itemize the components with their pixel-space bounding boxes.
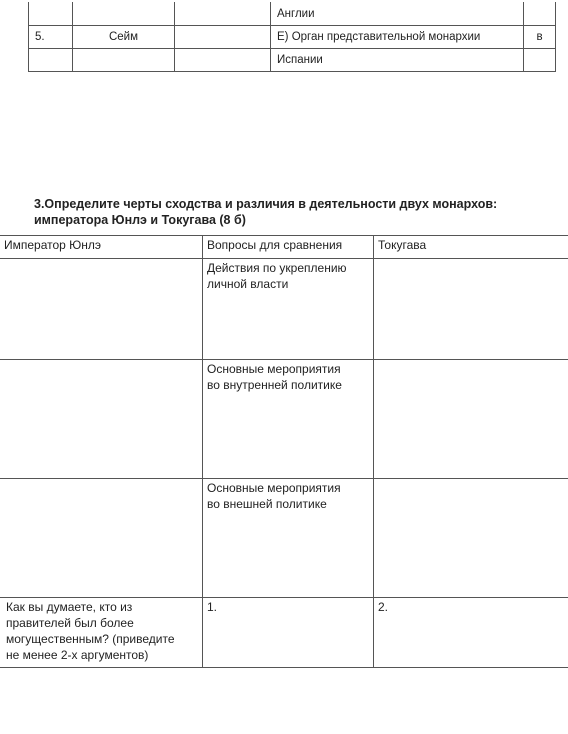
question-cell xyxy=(203,360,374,479)
answer-2-cell[interactable] xyxy=(374,598,568,668)
column-header xyxy=(374,236,568,259)
task-heading-line: 3.Определите черты сходства и различия в деятельности двух монархов: xyxy=(34,197,498,211)
table-row xyxy=(29,49,556,72)
column-header-label: Вопросы для сравнения xyxy=(207,238,343,252)
blank-cell xyxy=(175,26,271,49)
answer-cell xyxy=(524,49,556,72)
blank-cell xyxy=(175,2,271,26)
question-line: во внешней политике xyxy=(207,497,327,511)
row-number-cell xyxy=(29,49,73,72)
column-header xyxy=(0,236,203,259)
table-header-row xyxy=(0,236,568,259)
term-cell xyxy=(73,2,175,26)
matching-table xyxy=(28,2,556,72)
column-header-label: Император Юнлэ xyxy=(4,238,102,252)
table-row xyxy=(0,598,568,668)
question-cell xyxy=(203,479,374,598)
table-row xyxy=(0,360,568,479)
yongle-answer-cell[interactable] xyxy=(0,259,203,360)
answer-number: 2. xyxy=(378,600,389,614)
final-question-line: Как вы думаете, кто из xyxy=(6,600,133,614)
term-cell: Сейм xyxy=(73,26,175,49)
description-cell: Англии xyxy=(271,2,524,26)
row-number-cell: 5. xyxy=(29,26,73,49)
question-line: во внутренней политике xyxy=(207,378,342,392)
row-number-cell xyxy=(29,2,73,26)
answer-cell: в xyxy=(524,26,556,49)
final-question-line: могущественным? (приведите xyxy=(6,632,175,646)
question-cell xyxy=(203,259,374,360)
task-heading xyxy=(34,196,554,228)
blank-cell xyxy=(175,49,271,72)
tokugawa-answer-cell[interactable] xyxy=(374,479,568,598)
answer-cell xyxy=(524,2,556,26)
tokugawa-answer-cell[interactable] xyxy=(374,360,568,479)
yongle-answer-cell[interactable] xyxy=(0,479,203,598)
final-question-line: не менее 2-х аргументов) xyxy=(6,648,149,662)
question-line: Основные мероприятия xyxy=(207,481,341,495)
table-row xyxy=(0,479,568,598)
answer-number: 1. xyxy=(207,600,218,614)
question-line: личной власти xyxy=(207,277,289,291)
final-question-line: правителей был более xyxy=(6,616,134,630)
task-heading-line: императора Юнлэ и Токугава (8 б) xyxy=(34,213,246,227)
description-cell: Е) Орган представительной монархии xyxy=(271,26,524,49)
table-row xyxy=(0,259,568,360)
term-cell xyxy=(73,49,175,72)
column-header-label: Токугава xyxy=(378,238,427,252)
description-cell: Испании xyxy=(271,49,524,72)
column-header xyxy=(203,236,374,259)
table-row xyxy=(29,2,556,26)
final-question-cell xyxy=(0,598,203,668)
comparison-table xyxy=(0,235,568,668)
answer-1-cell[interactable] xyxy=(203,598,374,668)
yongle-answer-cell[interactable] xyxy=(0,360,203,479)
table-row xyxy=(29,26,556,49)
tokugawa-answer-cell[interactable] xyxy=(374,259,568,360)
question-line: Действия по укреплению xyxy=(207,261,347,275)
question-line: Основные мероприятия xyxy=(207,362,341,376)
